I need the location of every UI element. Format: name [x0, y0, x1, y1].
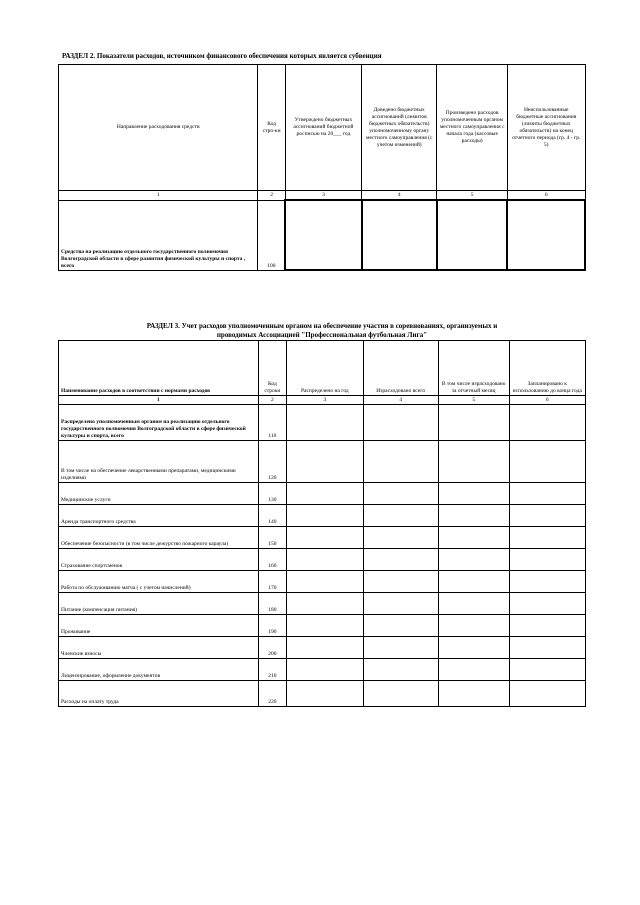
s3-row-label: Членские взносы — [59, 637, 259, 659]
s3-cell[interactable] — [363, 505, 438, 527]
s3-cell[interactable] — [438, 637, 509, 659]
section2-title: РАЗДЕЛ 2. Показатели расходов, источником финансового обеспечения которых является субвенция — [62, 52, 382, 60]
table-row — [59, 659, 586, 681]
s2-header-direction: Направление расходования средств — [59, 65, 258, 191]
s2-cell[interactable] — [285, 200, 361, 270]
s3-row-code: 210 — [258, 659, 287, 681]
s3-cell[interactable] — [438, 405, 509, 441]
s3-cell[interactable] — [509, 483, 585, 505]
s3-cell[interactable] — [363, 483, 438, 505]
s3-cell[interactable] — [438, 441, 509, 483]
s3-cell[interactable] — [287, 615, 363, 637]
s3-cell[interactable] — [509, 593, 585, 615]
table-row — [59, 441, 586, 483]
s3-cell[interactable] — [363, 615, 438, 637]
s3-cell[interactable] — [363, 593, 438, 615]
s2-colnum: 5 — [437, 191, 508, 201]
s3-row-label: Медицинские услуги — [59, 483, 259, 505]
section2-table — [58, 64, 586, 271]
s3-row-label: Проживание — [59, 615, 259, 637]
s3-cell[interactable] — [438, 549, 509, 571]
s2-header-unused: Неиспользованные бюджетные ассигнования (лимиты бюджетных обязательств) на конец отчетного периода (гр. 4 - гр. 5) — [507, 65, 585, 191]
s3-header-spent-total: Израсходовано всего — [363, 341, 438, 396]
s3-cell[interactable] — [363, 441, 438, 483]
table-row — [59, 615, 586, 637]
s3-cell[interactable] — [509, 505, 585, 527]
s3-cell[interactable] — [287, 637, 363, 659]
section3-title-line1: РАЗДЕЛ 3. Учет расходов уполномоченным органом на обеспечение участия в соревнованиях, организуемых и — [146, 322, 498, 330]
s3-row-code: 150 — [258, 527, 287, 549]
s3-row-code: 130 — [258, 483, 287, 505]
s2-colnum: 1 — [59, 191, 258, 201]
s3-row-code: 220 — [258, 681, 287, 707]
s3-cell[interactable] — [509, 571, 585, 593]
s2-colnum: 3 — [285, 191, 361, 201]
s2-colnum: 4 — [362, 191, 437, 201]
table-row — [59, 681, 586, 707]
s3-cell[interactable] — [287, 571, 363, 593]
s3-row-code: 200 — [258, 637, 287, 659]
s2-column-numbers — [59, 191, 586, 201]
s2-row-label: Средства на реализацию отдельного государственного полномочия Волгоградской области в сфере развития физической культуры и спорта , всего — [59, 200, 258, 270]
s3-row-label: Расходы на оплату труда — [59, 681, 259, 707]
s3-row-label: Работа по обслуживанию матча ( с учетом начислений) — [59, 571, 259, 593]
s3-cell[interactable] — [509, 615, 585, 637]
s3-colnum: 6 — [509, 396, 585, 405]
s3-cell[interactable] — [287, 593, 363, 615]
s3-cell[interactable] — [363, 637, 438, 659]
s3-header-planned: Запланировано к использованию до конца года — [509, 341, 585, 396]
s3-row-code: 190 — [258, 615, 287, 637]
s3-row-code: 170 — [258, 571, 287, 593]
s3-row-code: 110 — [258, 405, 287, 441]
s3-cell[interactable] — [287, 441, 363, 483]
s3-cell[interactable] — [509, 659, 585, 681]
table-row — [59, 549, 586, 571]
table-row — [59, 527, 586, 549]
s3-cell[interactable] — [287, 505, 363, 527]
s3-header-spent-month: В том числе израсходовано за отчетный месяц — [438, 341, 509, 396]
s3-row-code: 160 — [258, 549, 287, 571]
s3-cell[interactable] — [287, 681, 363, 707]
s2-colnum: 6 — [507, 191, 585, 201]
s3-cell[interactable] — [287, 483, 363, 505]
s3-cell[interactable] — [363, 681, 438, 707]
s3-cell[interactable] — [509, 405, 585, 441]
s3-colnum: 2 — [258, 396, 287, 405]
s3-cell[interactable] — [363, 549, 438, 571]
table-row — [59, 405, 586, 441]
table-row — [59, 505, 586, 527]
s3-row-label: Обеспечение безопасности (в том числе дежурство пожарного караула) — [59, 527, 259, 549]
section3-title — [60, 322, 584, 340]
s3-header-distributed: Распределено на год — [287, 341, 363, 396]
s3-row-code: 180 — [258, 593, 287, 615]
table-row — [59, 483, 586, 505]
s3-cell[interactable] — [438, 615, 509, 637]
s3-cell[interactable] — [363, 405, 438, 441]
s3-cell[interactable] — [438, 659, 509, 681]
s3-row-code: 140 — [258, 505, 287, 527]
s3-cell[interactable] — [438, 505, 509, 527]
s3-cell[interactable] — [438, 483, 509, 505]
s3-row-label: Страхование спортсменов — [59, 549, 259, 571]
s3-colnum: 3 — [287, 396, 363, 405]
s2-cell[interactable] — [362, 200, 437, 270]
s3-colnum: 4 — [363, 396, 438, 405]
s3-cell[interactable] — [287, 405, 363, 441]
s3-row-label: Питание (компенсация питания) — [59, 593, 259, 615]
s2-header-code: Код стро-ки — [258, 65, 285, 191]
s2-header-spent: Произведено расходов уполномоченным органом местного самоуправления с начала года (кассовые расходы) — [437, 65, 508, 191]
s3-cell[interactable] — [509, 637, 585, 659]
s3-row-label: Лицензирование, оформление документов — [59, 659, 259, 681]
s3-cell[interactable] — [363, 571, 438, 593]
s3-cell[interactable] — [363, 659, 438, 681]
s3-cell[interactable] — [438, 527, 509, 549]
table-row — [59, 200, 586, 270]
s3-cell[interactable] — [438, 571, 509, 593]
s3-row-label: В том числе на обеспечение лекарственными препаратами, медицинскими изделиями — [59, 441, 259, 483]
s3-colnum: 5 — [438, 396, 509, 405]
s2-cell[interactable] — [437, 200, 508, 270]
s3-header-code: Код строки — [258, 341, 287, 396]
s2-row-code: 100 — [258, 200, 285, 270]
s3-cell[interactable] — [287, 549, 363, 571]
section3-title-line2: проводимых Ассоциацией "Профессиональная футбольная Лига" — [216, 331, 428, 339]
s3-cell[interactable] — [363, 527, 438, 549]
table-row — [59, 593, 586, 615]
s2-colnum: 2 — [258, 191, 285, 201]
s3-cell[interactable] — [509, 527, 585, 549]
s2-cell[interactable] — [507, 200, 585, 270]
s3-row-label: Распределено уполномоченным органом на реализацию отдельного государственного полномочия Волгоградской области в сфере физической культуры и спорта, всего — [59, 405, 259, 441]
s3-cell[interactable] — [438, 681, 509, 707]
s3-column-numbers — [59, 396, 586, 405]
s3-colnum: 1 — [59, 396, 259, 405]
s2-header-approved: Утверждено бюджетных ассигнований бюджетной росписью на 20___ год — [285, 65, 361, 191]
s3-cell[interactable] — [287, 527, 363, 549]
section3-table — [58, 340, 586, 707]
s3-row-label: Аренда транспортного средства — [59, 505, 259, 527]
s3-header-name: Наименование расходов в соответствии с нормами расходов — [59, 341, 259, 396]
s3-cell[interactable] — [509, 549, 585, 571]
s3-cell[interactable] — [287, 659, 363, 681]
s3-cell[interactable] — [438, 593, 509, 615]
s2-header-brought: Доведено бюджетных ассигнований (лимитов бюджетных обязательств) уполномоченному органу местного самоуправления (с учетом изменений) — [362, 65, 437, 191]
s3-cell[interactable] — [509, 681, 585, 707]
table-row — [59, 571, 586, 593]
s3-cell[interactable] — [509, 441, 585, 483]
s3-row-code: 120 — [258, 441, 287, 483]
table-row — [59, 637, 586, 659]
